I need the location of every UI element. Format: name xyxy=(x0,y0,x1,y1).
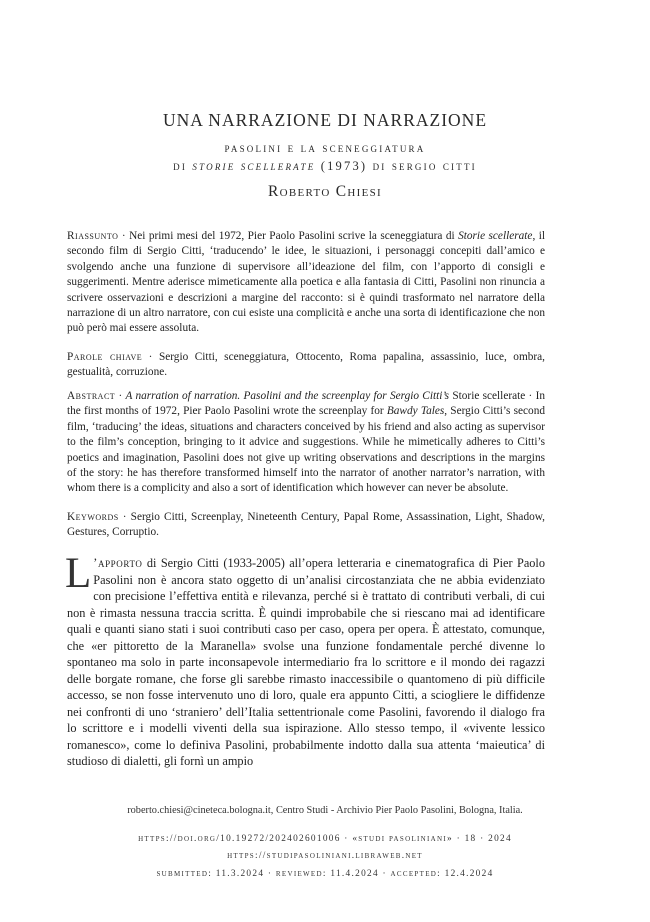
abstract-paragraph xyxy=(67,389,545,497)
keywords-separator: · xyxy=(118,511,131,523)
parole-chiave-paragraph xyxy=(67,350,545,381)
abstract-label: Abstract xyxy=(67,390,116,402)
abstract-separator: · xyxy=(115,390,126,402)
riassunto-separator: · xyxy=(118,230,130,242)
abstract-film-title: Bawdy Tales xyxy=(386,405,445,418)
subtitle-suffix: (1973) di sergio citti xyxy=(315,159,477,173)
author-email-affiliation: roberto.chiesi@cineteca.bologna.it, Centro Studi - Archivio Pier Paolo Pasolini, Bologna, Italia. xyxy=(127,805,523,816)
keywords-paragraph xyxy=(67,510,545,541)
parole-chiave-label: Parole chiave xyxy=(67,351,143,363)
abstract-title-film: Storie scellerate xyxy=(452,390,526,402)
parole-chiave-separator: · xyxy=(142,351,159,363)
journal-url: https://studipasoliniani.libraweb.net xyxy=(227,851,423,861)
drop-cap: L xyxy=(65,550,92,597)
abstract-text-2: , Sergio Citti’s second film, ‘traducing’ the ideas, situations and characters conceived by his friend and also acting as supervisor to the film’s conception, bringing to it advice and suggestions. While he mimetically adheres to Citti’s poetics and imagination, Pasolini does not give up writing observations and descriptions in the margins of the story: he has therefore transformed himself into the narrator of another narrator’s narration, with whom there is a complicity and also a sort of identification which however can never be absolute. xyxy=(67,405,545,495)
body-text: di Sergio Citti (1933-2005) all’opera letteraria e cinematografica di Pier Paolo Pasolini non è ancora stato oggetto di un’analisi circostanziata che ne abbia evidenziato con precisione l’effettiva entità e rilevanza, perché si è trattato di contributi verbali, di cui non è rimasta nessuna traccia scritta. È quindi improbabile che si riescano mai ad identificare quali e quanti siano stati i suoi contributi caso per caso, opera per opera. È attestato, comunque, che «er pittoretto de la Maranella» svolse una funzione fondamentale perché divenne lo spontaneo ma solo in parte inconsapevole intermediario fra lo scrittore e il mondo dei ragazzi delle borgate romane, che forse gli sarebbe rimasto inaccessibile o quantomeno di più difficile accesso, se non fosse intervenuto uno di loro, quale era appunto Citti, a sciogliere le diffidenze nei confronti di uno ‘straniero’ dell’Italia settentrionale come Pasolini, favorendo il dialogo fra lo scrittore e i modelli viventi della sua ispirazione. Allo stesso tempo, il «vivente lessico romanesco», come lo definiva Pasolini, probabilmente indotto dalla sua attenta ‘maieutica’ di studioso di dialetti, gli fornì un ampio xyxy=(67,556,545,768)
keywords-text: Sergio Citti, Screenplay, Nineteenth Century, Papal Rome, Assassination, Light, Shadow, Gestures, Corruptio. xyxy=(67,511,545,539)
abstract-text-1: In the first months of 1972, Pier Paolo Pasolini wrote the screenplay for xyxy=(67,390,545,418)
riassunto-text-1: Nei primi mesi del 1972, Pier Paolo Pasolini scrive la sceneggiatura di xyxy=(129,230,459,242)
parole-chiave-text: Sergio Citti, sceneggiatura, Ottocento, Roma papalina, assassinio, luce, ombra, gestualità, corruzione. xyxy=(67,351,545,379)
subtitle-film-title: storie scellerate xyxy=(192,159,316,173)
subtitle-line-2 xyxy=(20,157,630,175)
subtitle-prefix: di xyxy=(173,159,193,173)
author-name: Roberto Chiesi xyxy=(268,183,382,200)
abstract-separator-2: · xyxy=(525,390,536,402)
doi-line: https://doi.org/10.19272/202402601006 · «studi pasoliniani» · 18 · 2024 xyxy=(138,834,512,844)
body-paragraph xyxy=(65,550,545,770)
riassunto-text-2: , il secondo film di Sergio Citti, ‘traducendo’ le idee, le situazioni, i personaggi concepiti dall’amico e svolgendo anche una funzione di supervisore all’ideazione del film, con l’apporto di consigli e suggerimenti. Mentre aderisce mimeticamente alla poetica e alla fantasia di Citti, Pasolini non rinuncia a scrivere osservazioni e descrizioni a margine del racconto: si è quindi trasformato nel narratore della narrazione di un altro narratore, con cui esiste una complicità e anche una sorta di identificazione che non può però mai essere assoluta. xyxy=(67,230,545,335)
keywords-label: Keywords xyxy=(67,511,119,523)
riassunto-paragraph xyxy=(67,229,545,337)
abstract-title: A narration of narration. Pasolini and the screenplay for Sergio Citti’s xyxy=(125,390,453,402)
riassunto-film-title: Storie scellerate xyxy=(458,230,533,242)
article-subtitle xyxy=(0,139,630,175)
body-opening-smallcaps: ’apporto xyxy=(93,556,143,570)
subtitle-line-1: pasolini e la sceneggiatura xyxy=(224,141,426,155)
submission-dates: submitted: 11.3.2024 · reviewed: 11.4.2024 · accepted: 12.4.2024 xyxy=(156,869,494,879)
riassunto-label: Riassunto xyxy=(67,230,119,242)
article-title: UNA NARRAZIONE DI NARRAZIONE xyxy=(162,110,488,130)
